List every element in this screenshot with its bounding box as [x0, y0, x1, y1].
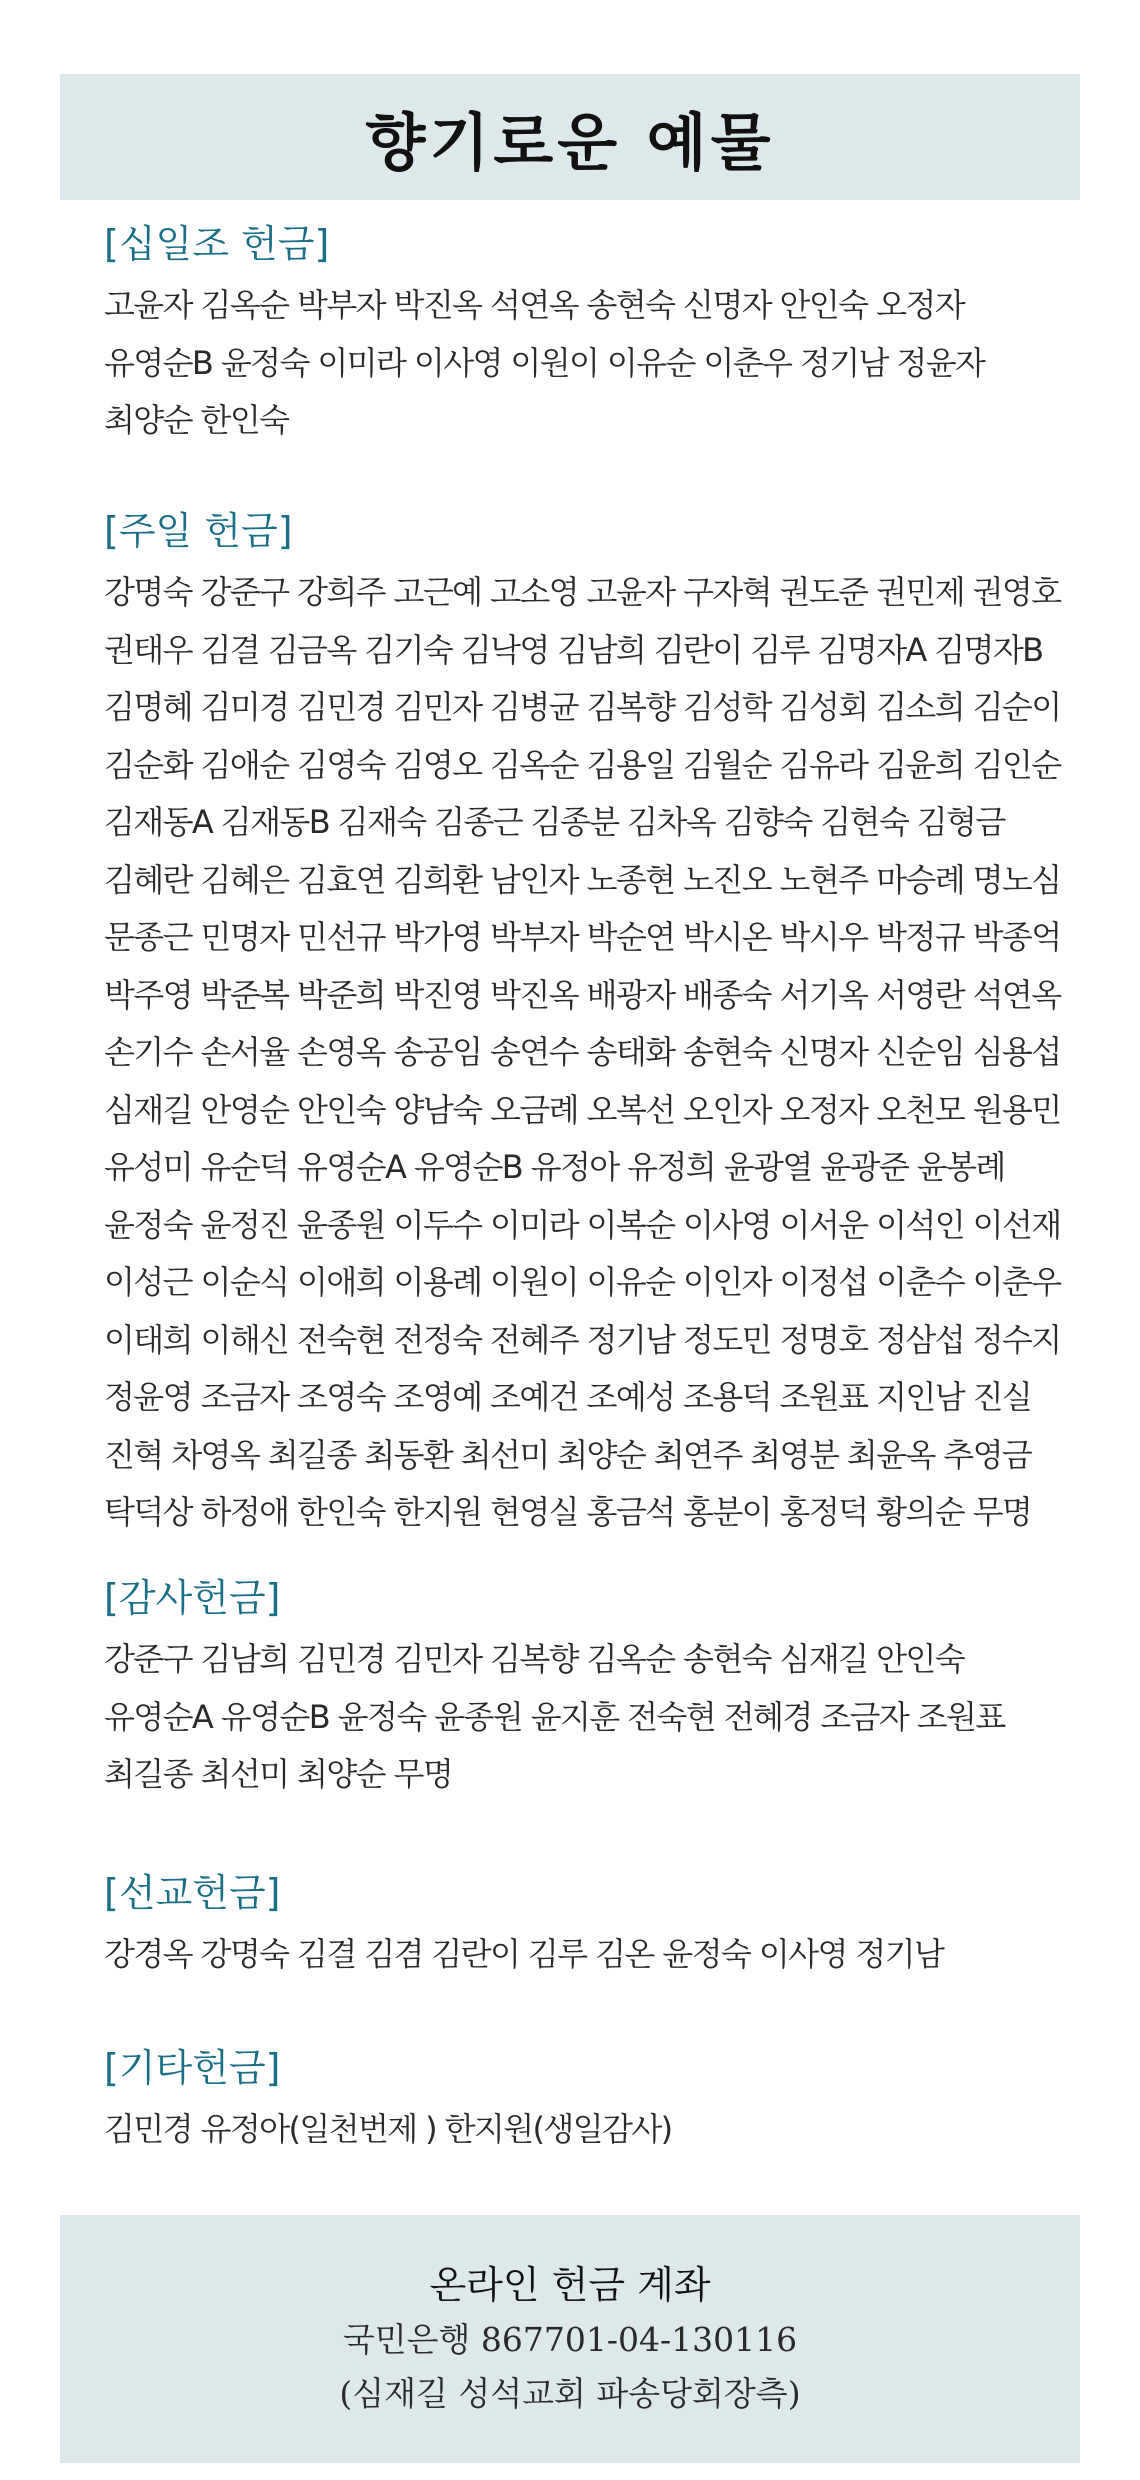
donor-line: 강명숙 강준구 강희주 고근예 고소영 고윤자 구자혁 권도준 권민제 권영호: [104, 573, 1061, 611]
donor-list: [104, 277, 1064, 450]
donor-line: 유영순B 윤정숙 이미라 이사영 이원이 이유순 이춘우 정기남 정윤자: [104, 343, 985, 382]
bank-account-number: 국민은행 867701-04-130116: [342, 2320, 798, 2359]
donor-list: [104, 564, 1064, 1542]
donor-line: 김재동A 김재동B 김재숙 김종근 김종분 김차옥 김향숙 김현숙 김형금: [104, 803, 1005, 841]
donor-line: 김혜란 김혜은 김효연 김희환 남인자 노종현 노진오 노현주 마승례 명노심: [104, 860, 1061, 899]
page-title: 향기로운 예물: [365, 105, 775, 179]
donor-line: 김명혜 김미경 김민경 김민자 김병균 김복향 김성학 김성회 김소희 김순이: [104, 688, 1061, 726]
section-heading: [주일 헌금]: [104, 509, 293, 553]
donor-list: [104, 2101, 1064, 2159]
donor-line: 손기수 손서율 손영옥 송공임 송연수 송태화 송현숙 신명자 신순임 심용섭: [104, 1033, 1061, 1071]
section-sunday: [104, 506, 1064, 1542]
donor-line: 권태우 김결 김금옥 김기숙 김낙영 김남희 김란이 김루 김명자A 김명자B: [104, 630, 1043, 669]
donor-line: 김민경 유정아(일천번제 ) 한지원(생일감사): [104, 2110, 672, 2148]
donor-line: 최길종 최선미 최양순 무명: [104, 1755, 453, 1793]
section-thanksgiving: [104, 1573, 1064, 1804]
section-heading: [감사헌금]: [104, 1576, 281, 1620]
donor-line: 윤정숙 윤정진 윤종원 이두수 이미라 이복순 이사영 이서운 이석인 이선재: [104, 1205, 1061, 1244]
donor-line: 이태희 이해신 전숙현 전정숙 전혜주 정기남 정도민 정명호 정삼섭 정수지: [104, 1320, 1061, 1359]
donor-line: 김순화 김애순 김영숙 김영오 김옥순 김용일 김월순 김유라 김윤희 김인순: [104, 745, 1061, 784]
online-offering-account-box: [60, 2215, 1080, 2463]
section-heading: [십일조 헌금]: [104, 222, 330, 266]
footer-title: 온라인 헌금 계좌: [429, 2263, 711, 2307]
donor-line: 박주영 박준복 박준희 박진영 박진옥 배광자 배종숙 서기옥 서영란 석연옥: [104, 975, 1061, 1014]
donor-line: 진혁 차영옥 최길종 최동환 최선미 최양순 최연주 최영분 최윤옥 추영금: [104, 1435, 1032, 1474]
section-heading: [기타헌금]: [104, 2046, 281, 2090]
section-tithe: [104, 219, 1064, 450]
account-holder: (심재길 성석교회 파송당회장측): [339, 2374, 801, 2413]
section-heading: [선교헌금]: [104, 1871, 281, 1915]
donor-line: 강준구 김남희 김민경 김민자 김복향 김옥순 송현숙 심재길 안인숙: [104, 1640, 965, 1678]
donor-line: 정윤영 조금자 조영숙 조영예 조예건 조예성 조용덕 조원표 지인남 진실: [104, 1378, 1032, 1416]
donor-line: 이성근 이순식 이애희 이용례 이원이 이유순 이인자 이정섭 이춘수 이춘우: [104, 1263, 1061, 1301]
title-banner: [60, 74, 1080, 200]
donor-line: 강경옥 강명숙 김결 김겸 김란이 김루 김온 윤정숙 이사영 정기남: [104, 1935, 944, 1973]
donor-line: 탁덕상 하정애 한인숙 한지원 현영실 홍금석 홍분이 홍정덕 황의순 무명: [104, 1493, 1032, 1531]
donor-line: 유영순A 유영순B 윤정숙 윤종원 윤지훈 전숙현 전혜경 조금자 조원표: [104, 1697, 1005, 1736]
donor-line: 문종근 민명자 민선규 박가영 박부자 박순연 박시온 박시우 박정규 박종억: [104, 918, 1061, 956]
donor-line: 심재길 안영순 안인숙 양남숙 오금례 오복선 오인자 오정자 오천모 원용민: [104, 1090, 1061, 1129]
section-mission: [104, 1868, 1064, 1984]
donor-line: 고윤자 김옥순 박부자 박진옥 석연옥 송현숙 신명자 안인숙 오정자: [104, 286, 965, 324]
donor-list: [104, 1926, 1064, 1984]
donor-line: 최양순 한인숙: [104, 401, 289, 439]
donor-list: [104, 1631, 1064, 1804]
section-other: [104, 2043, 1064, 2159]
donor-line: 유성미 유순덕 유영순A 유영순B 유정아 유정희 윤광열 윤광준 윤봉례: [104, 1148, 1005, 1186]
